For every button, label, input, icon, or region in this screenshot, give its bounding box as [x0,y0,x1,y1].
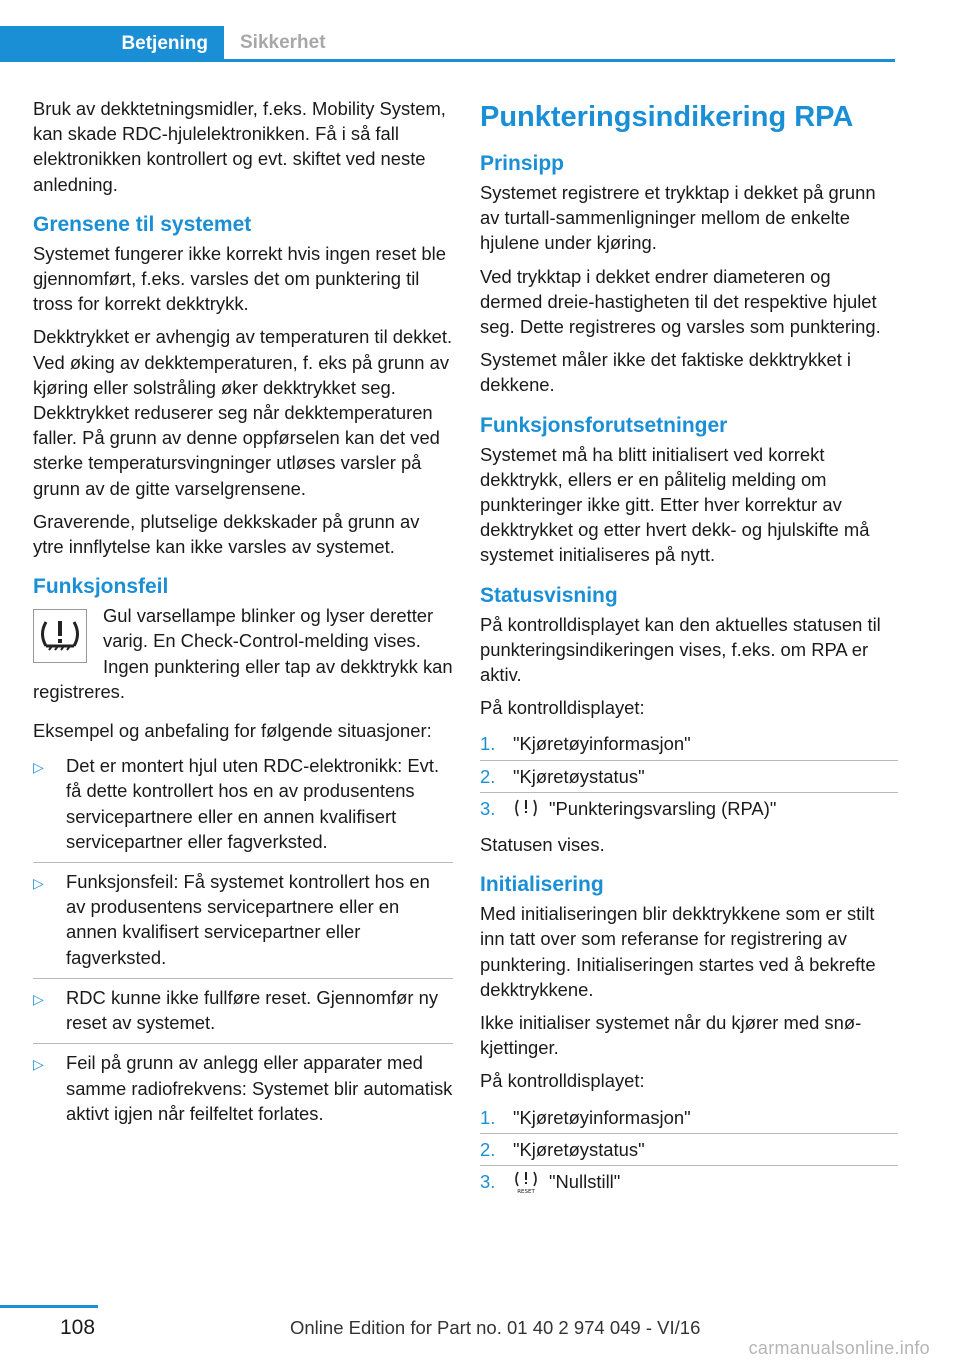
limits-paragraph-3: Graverende, plutselige dekkskader på grunn av ytre innflytelse kan ikke varsles av systemet. [33,510,420,558]
init-steps [480,1102,898,1198]
status-paragraph-1: På kontrolldisplayet kan den aktuelles statusen til punkteringsindikeringen vises, f.eks. om RPA er aktiv. [480,613,881,686]
limits-heading: Grensene til systemet [33,212,252,236]
principle-paragraph-1: Systemet registrere et trykktap i dekket på grunn av turtall-sammenligninger mellom de enkelte hjulene under kjøring. [480,182,876,254]
left-column [33,96,453,1134]
init-heading: Initialisering [480,873,604,897]
right-column [480,96,898,1205]
triangle-bullet-icon: ▷ [33,1056,44,1073]
page-number: 108 [60,1316,96,1339]
intro-paragraph: Bruk av dekktetningsmidler, f.eks. Mobility System, kan skade RDC-hjulelektronikken. Få i så fall elektronikken kontrollert og evt. skiftet ved neste anledning. [33,98,446,195]
list-item: 3. RESET "Nullstill" [480,1165,898,1197]
fault-heading: Funksjonsfeil [33,575,169,599]
fault-paragraph: Gul varsellampe blinker og lyser deretter varig. En Check-Control-melding vises. Ingen punktering eller tap av dekktrykk kan registreres. [33,605,453,702]
reset-label: RESET [517,1188,535,1194]
watermark: carmanualsonline.info [748,1338,930,1358]
tire-pressure-warning-icon [33,609,87,663]
tire-warning-icon [513,797,539,819]
limits-paragraph-2: Dekktrykket er avhengig av temperaturen til dekket. Ved øking av dekktemperaturen, f. eks på grunn av kjøring eller solstråling øker dekktrykket seg. Dekktrykket reduserer seg når dekktemperaturen faller. På grunn av denne oppførselen kan det ved sterke temperatursvingninger utløses varsler på grunn av de gitte varselgrensene. [33,326,453,499]
status-steps [480,728,898,824]
init-paragraph-2: Ikke initialiser systemet når du kjører med snøkjettinger. [480,1012,862,1059]
triangle-bullet-icon: ▷ [33,875,44,892]
status-paragraph-2: På kontrolldisplayet: [480,697,645,719]
init-paragraph-1: Med initialiseringen blir dekktrykkene som er stilt inn tatt over som referanse for registrering av punktering. Initialiseringen startes ved å bekrefte dekktrykkene. [480,903,876,1000]
fault-warning [33,603,453,704]
status-result: Statusen vises. [480,834,605,856]
page-title: Punkteringsindikering RPA [480,101,854,133]
limits-paragraph-1: Systemet fungerer ikke korrekt hvis ingen reset ble gjennomført, f.eks. varsles det om punktering til tross for korrekt dekktrykk. [33,242,446,315]
principle-paragraph-3: Systemet måler ikke det faktiske dekktrykket i dekkene. [480,349,852,396]
list-item: 2. "Kjøretøystatus" [480,1133,898,1165]
prereq-paragraph: Systemet må ha blitt initialisert ved korrekt dekktrykk, ellers er en pålitelig melding om punkteringer ikke gitt. Etter hver korrektur av dekktrykket og etter hvert dekk- og hjulskifte må systemet initialiseres på nytt. [480,443,870,566]
list-item: ▷ Det er montert hjul uten RDC-elektronikk: Evt. få dette kontrollert hos en av produsentens servicepartnere eller en annen kvalifisert servicepartner eller fagverksted. [33,755,440,852]
page-number-rule [0,1305,98,1308]
edition-footer: Online Edition for Part no. 01 40 2 974 049 - VI/16 [290,1317,701,1338]
list-item: ▷ Feil på grunn av anlegg eller apparater med samme radiofrekvens: Systemet blir automatisk aktivt igjen når feilfeltet forlates. [33,1043,453,1134]
init-paragraph-3: På kontrolldisplayet: [480,1070,645,1092]
list-item: 1. "Kjøretøyinformasjon" [480,1106,691,1128]
list-item: 3. "Punkteringsvarsling (RPA)" [480,792,898,824]
list-item: 1. "Kjøretøyinformasjon" [480,733,691,755]
triangle-bullet-icon: ▷ [33,990,44,1007]
principle-paragraph-2: Ved trykktap i dekket endrer diameteren og dermed dreie-hastigheten til det respektive hjulet seg. Dette registreres og varsles som punktering. [480,265,881,338]
list-item: ▷ RDC kunne ikke fullføre reset. Gjennomfør ny reset av systemet. [33,978,453,1043]
list-item: 2. "Kjøretøystatus" [480,760,898,792]
tab-underline [0,59,895,62]
status-heading: Statusvisning [480,583,618,607]
principle-heading: Prinsipp [480,152,565,175]
list-item: ▷ Funksjonsfeil: Få systemet kontrollert hos en av produsentens servicepartnere eller en annen kvalifisert servicepartner eller fagverksted. [33,862,453,978]
prereq-heading: Funksjonsforutsetninger [480,413,728,437]
tire-reset-icon [513,1170,539,1194]
tab-betjening[interactable]: Betjening [0,26,224,62]
fault-bullet-list [33,751,453,1134]
triangle-bullet-icon: ▷ [33,759,44,776]
example-intro: Eksempel og anbefaling for følgende situasjoner: [33,720,432,742]
tab-sikkerhet[interactable]: Sikkerhet [240,31,326,53]
section-tabs [0,26,895,62]
